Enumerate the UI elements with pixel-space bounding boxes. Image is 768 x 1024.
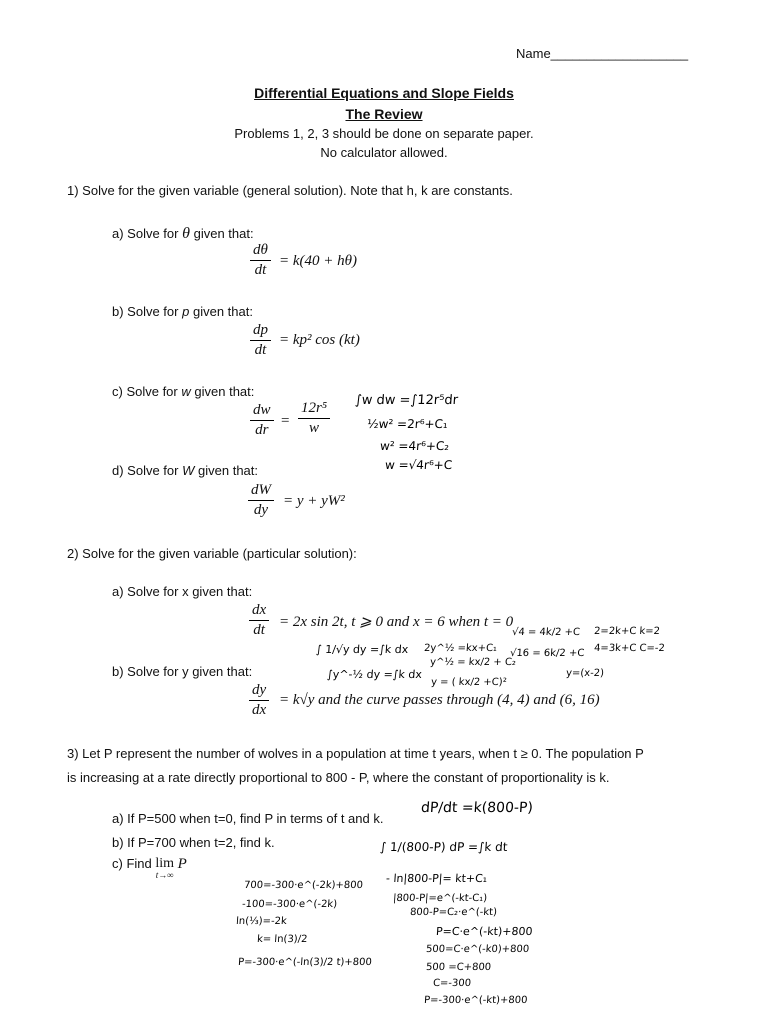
problem-1b-rhs: = kp² cos (kt): [279, 332, 360, 348]
problem-1a-derivative: $\frac{d\theta}{dt}$: [250, 242, 271, 279]
handwritten-2b-result: y=(x-2): [565, 668, 605, 679]
handwritten-3-left-line2: -100=-300·e^(-2k): [241, 899, 338, 910]
problem-3c: c) Find lim t→∞ P: [112, 856, 187, 880]
handwritten-3-right-line5: P=C·e^(-kt)+800: [435, 925, 533, 938]
instruction-note-1: Problems 1, 2, 3 should be done on separate paper.: [234, 126, 534, 141]
handwritten-3-right-line8: C=-300: [432, 978, 472, 989]
handwritten-3-left-line5: P=-300·e^(-ln(3)/2 t)+800: [237, 957, 373, 968]
handwritten-3-right-line6: 500=C·e^(-k0)+800: [425, 944, 530, 955]
problem-3a: a) If P=500 when t=0, find P in terms of t and k.: [112, 811, 384, 826]
handwritten-1c-step-4: w =√4r⁶+C: [384, 458, 453, 472]
problem-3-line-2: is increasing at a rate directly proportional to 800 - P, where the constant of proportionality is k.: [67, 770, 610, 785]
problem-2a-derivative: $\frac{dx}{dt}$: [249, 602, 269, 639]
handwritten-2b-col1-line1: ∫ 1/√y dy =∫k dx: [315, 643, 409, 656]
problem-1c-rhs: $\frac{\text{12r⁵}}{w}$: [298, 400, 330, 437]
handwritten-2b-col2-line1: 2y^½ =kx+C₁: [423, 643, 498, 654]
page-title: Differential Equations and Slope Fields: [254, 85, 514, 101]
problem-2-intro: 2) Solve for the given variable (particular solution):: [67, 546, 357, 561]
handwritten-2b-col3-line1: √4 = 4k/2 +C: [511, 627, 581, 638]
problem-2b-label: b) Solve for y given that:: [112, 664, 253, 679]
problem-1b-derivative: $\frac{dp}{dt}$: [250, 322, 271, 359]
handwritten-3-right-line1: ∫ 1/(800-P) dP =∫k dt: [379, 840, 508, 854]
page-subtitle: The Review: [345, 106, 423, 122]
problem-1b-label: b) Solve for p given that:: [112, 304, 253, 319]
handwritten-3-left-line4: k= ln(3)/2: [256, 934, 308, 945]
handwritten-2b-col2-line3: y = ( kx/2 +C)²: [430, 677, 508, 688]
handwritten-2b-col2-line2: y^½ = kx/2 + C₂: [429, 657, 517, 668]
problem-3b: b) If P=700 when t=2, find k.: [112, 835, 275, 850]
problem-1a-label: a) Solve for θ given that:: [112, 225, 254, 242]
problem-1d-derivative: $\frac{dW}{dy}$: [248, 482, 274, 519]
problem-2b-derivative: $\frac{dy}{dx}$: [249, 682, 269, 719]
handwritten-3-left-line1: 700=-300·e^(-2k)+800: [243, 880, 364, 891]
problem-1d-label: d) Solve for W given that:: [112, 463, 259, 478]
handwritten-1c-step-3: w² =4r⁶+C₂: [379, 439, 450, 453]
handwritten-2b-col4-line1: 2=2k+C k=2: [593, 626, 661, 637]
problem-1c-label: c) Solve for w given that:: [112, 384, 255, 399]
handwritten-3-right-line7: 500 =C+800: [425, 962, 492, 973]
problem-1c-equals: =: [281, 413, 290, 429]
problem-2a-rhs: = 2x sin 2t, t ⩾ 0 and x = 6 when t = 0: [279, 614, 514, 630]
handwritten-3-right-line4: 800-P=C₂·e^(-kt): [409, 907, 498, 918]
handwritten-1c-step-1: ∫w dw =∫12r⁵dr: [354, 393, 459, 408]
handwritten-2b-col3-line2: √16 = 6k/2 +C: [509, 648, 585, 659]
instruction-note-2: No calculator allowed.: [320, 145, 448, 160]
problem-3-line-1: 3) Let P represent the number of wolves in a population at time t years, when t ≥ 0. The population P: [67, 746, 644, 761]
problem-1-intro: 1) Solve for the given variable (general solution). Note that h, k are constants.: [67, 183, 513, 198]
handwritten-2b-col1-line2: ∫y^-½ dy =∫k dx: [326, 668, 423, 681]
problem-2b-rhs: = k√y and the curve passes through (4, 4) and (6, 16): [279, 692, 600, 708]
handwritten-3-right-line9: P=-300·e^(-kt)+800: [423, 995, 528, 1006]
problem-1d-rhs: = y + yW²: [283, 493, 345, 509]
handwritten-2b-col4-line2: 4=3k+C C=-2: [593, 643, 666, 654]
problem-1c-derivative: $\frac{dw}{dr}$: [250, 402, 274, 439]
handwritten-3-left-line3: ln(⅓)=-2k: [235, 916, 288, 927]
handwritten-3-rate-equation: dP/dt =k(800-P): [420, 800, 534, 816]
handwritten-3-right-line3: |800-P|=e^(-kt-C₁): [392, 893, 488, 904]
name-field[interactable]: Name___________________: [516, 46, 689, 61]
problem-2a-label: a) Solve for x given that:: [112, 584, 253, 599]
problem-1a-rhs: = k(40 + hθ): [279, 253, 358, 269]
handwritten-1c-step-2: ½w² =2r⁶+C₁: [366, 417, 449, 431]
handwritten-3-right-line2: - ln|800-P|= kt+C₁: [385, 872, 488, 885]
